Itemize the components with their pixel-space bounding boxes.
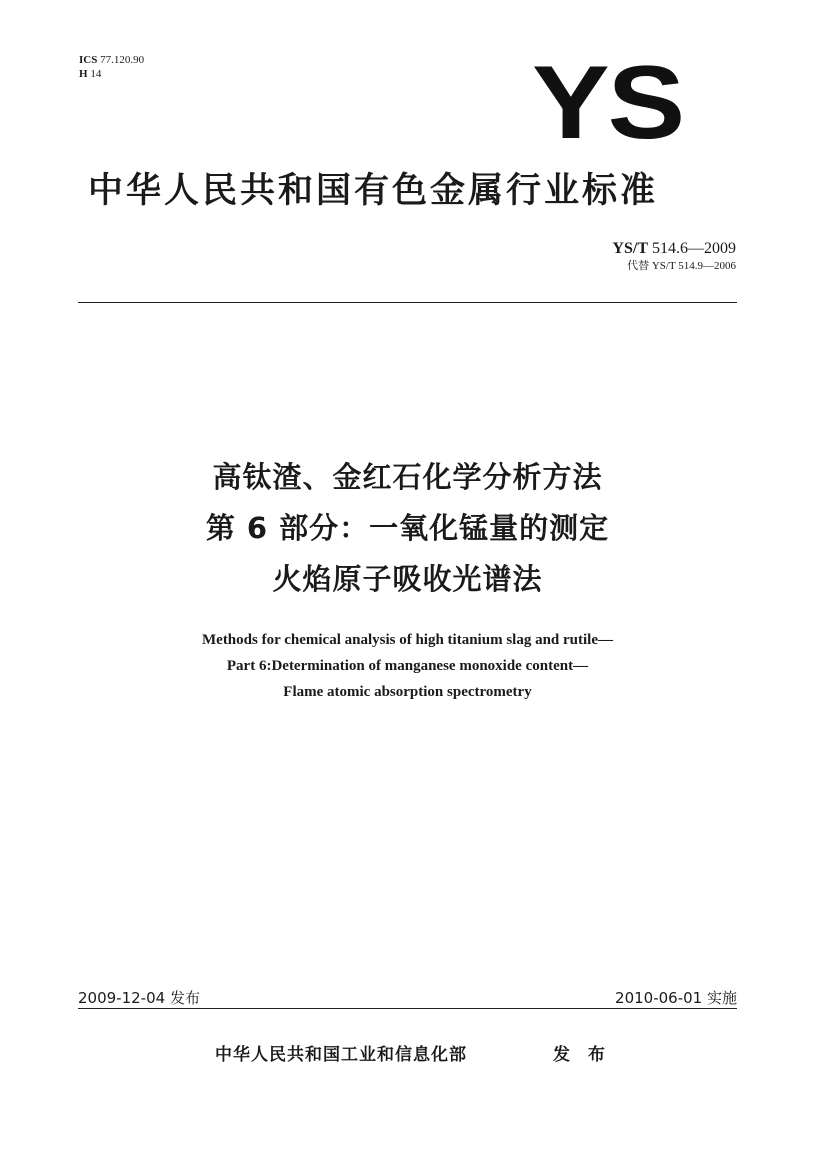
h-code: 14: [90, 68, 102, 80]
standard-number-value: 514.6—2009: [652, 240, 736, 257]
standard-number: [612, 240, 736, 258]
implementation-date: 2010-06-01 实施: [615, 989, 737, 1007]
ys-logo: YS: [532, 45, 683, 161]
issue-date: 2009-12-04 发布: [78, 989, 200, 1007]
ics-code-line: [79, 53, 144, 67]
title-cn-line-2: 第 6 部分：一氧化锰量的测定: [205, 511, 610, 545]
standard-number-prefix: YS/T: [612, 240, 648, 257]
title-cn-line-1: 高钛渣、金红石化学分析方法: [212, 460, 603, 494]
publish-label: 发 布: [553, 1045, 611, 1065]
title-en-line-3: Flame atomic absorption spectrometry: [283, 684, 532, 700]
title-cn-line-3: 火焰原子吸收光谱法: [272, 562, 543, 596]
h-label: H: [79, 68, 88, 80]
publisher-name: 中华人民共和国工业和信息化部: [215, 1045, 467, 1065]
ics-label: ICS: [79, 54, 98, 66]
title-en-line-1: Methods for chemical analysis of high titanium slag and rutile—: [202, 632, 613, 648]
industry-standard-title: 中华人民共和国有色金属行业标准: [88, 171, 659, 211]
footer-divider: [78, 1008, 737, 1009]
header-divider: [78, 302, 737, 303]
replaces-standard: 代替 YS/T 514.9—2006: [627, 260, 736, 272]
classification-codes: [79, 53, 144, 81]
ics-code: 77.120.90: [100, 54, 145, 66]
h-code-line: [79, 67, 144, 81]
title-en-line-2: Part 6:Determination of manganese monoxide content—: [226, 658, 589, 674]
